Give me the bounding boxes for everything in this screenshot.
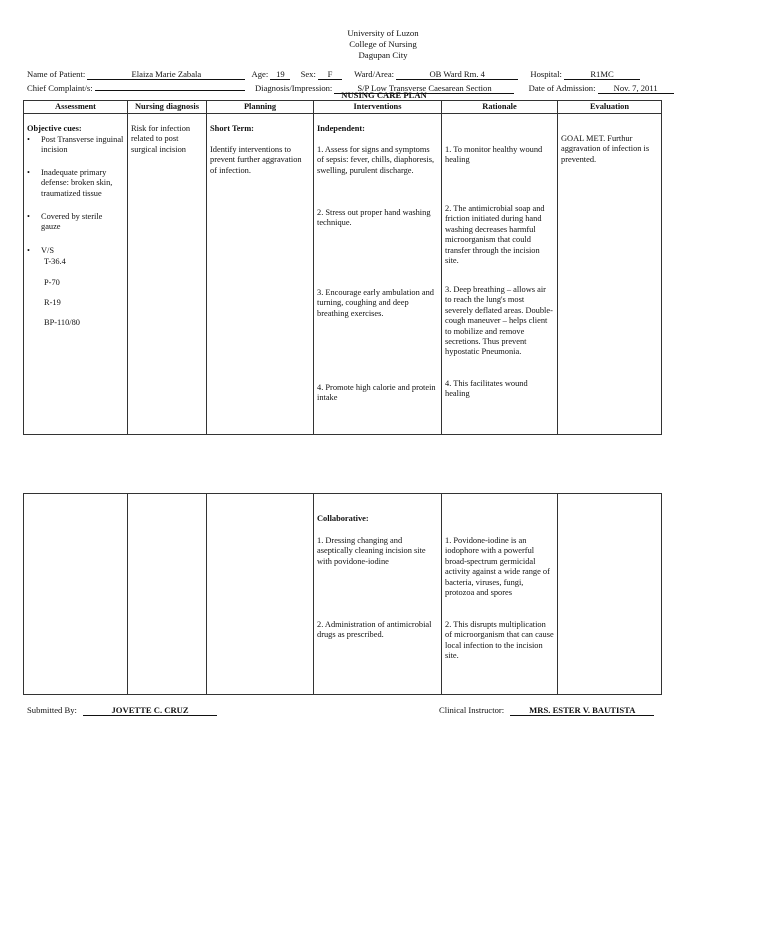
- university-name: University of Luzon: [347, 28, 419, 38]
- patient-info-row-1: [27, 69, 640, 80]
- rationale-item: 1. Povidone-iodine is an iodophore with a powerful broad-spectrum germicidal activity against a wide range of bacteria, viruses, fungi, protozoa and spores: [445, 536, 550, 598]
- admission-value: Nov. 7, 2011: [598, 83, 674, 94]
- college-name: College of Nursing: [349, 39, 417, 49]
- complaint-label: Chief Complaint/s:: [27, 83, 93, 93]
- care-plan-title: NUSING CARE PLAN: [341, 90, 427, 100]
- cue-item: Post Transverse inguinal incision: [41, 135, 124, 155]
- planning-cell: [207, 114, 314, 435]
- objective-cues-heading: Objective cues:: [27, 124, 82, 133]
- short-term-heading: Short Term:: [210, 124, 254, 133]
- nursing-diagnosis-text: Risk for infection related to post surgical incision: [131, 124, 191, 154]
- admission-label: Date of Admission:: [528, 83, 596, 93]
- hospital-value: R1MC: [564, 69, 640, 80]
- submitted-by-label: Submitted By:: [27, 705, 77, 715]
- clinical-instructor: [439, 705, 654, 716]
- col-planning: Planning: [207, 101, 314, 114]
- bullet-icon: •: [27, 135, 30, 144]
- rationale-item: 2. This disrupts multiplication of microorganism that can cause local infection to the incision site.: [445, 620, 554, 661]
- cue-item: Inadequate primary defense: broken skin, traumatized tissue: [41, 168, 113, 198]
- patient-name-value: Elaiza Marie Zabala: [87, 69, 245, 80]
- intervention-item: 3. Encourage early ambulation and turning, coughing and deep breathing exercises.: [317, 288, 434, 318]
- intervention-item: 2. Administration of antimicrobial drugs as prescribed.: [317, 620, 432, 640]
- evaluation-cell: [558, 494, 662, 695]
- hospital-label: Hospital:: [530, 69, 562, 79]
- bullet-icon: •: [27, 246, 30, 255]
- age-value: 19: [270, 69, 290, 80]
- bullet-icon: •: [27, 168, 30, 177]
- rationale-cell: [442, 494, 558, 695]
- col-nursing-diagnosis: Nursing diagnosis: [128, 101, 207, 114]
- independent-heading: Independent:: [317, 124, 365, 133]
- table-header-row: [24, 101, 662, 114]
- intervention-item: 2. Stress out proper hand washing technique.: [317, 208, 431, 228]
- col-interventions: Interventions: [314, 101, 442, 114]
- planning-text: Identify interventions to prevent further aggravation of infection.: [210, 145, 302, 175]
- table-row: [24, 494, 662, 695]
- col-rationale: Rationale: [442, 101, 558, 114]
- city-name: Dagupan City: [358, 50, 408, 60]
- table-row: [24, 114, 662, 435]
- col-assessment: Assessment: [24, 101, 128, 114]
- planning-cell: [207, 494, 314, 695]
- nursing-diagnosis-cell: [128, 114, 207, 435]
- intervention-item: 4. Promote high calorie and protein intake: [317, 383, 436, 403]
- rationale-item: 3. Deep breathing – allows air to reach the lung's most severely deflated areas. Double-cough maneuver – helps client to mobilize and remove secretions. Thus prevent hypostatic Pneumonia.: [445, 285, 553, 357]
- vital-respiration: R-19: [44, 298, 61, 307]
- care-plan-table: [23, 100, 662, 435]
- cue-item: Covered by sterile gauze: [41, 212, 103, 232]
- diagnosis-value: S/P Low Transverse Caesarean Section: [334, 83, 514, 94]
- evaluation-text: GOAL MET. Furthur aggravation of infection is prevented.: [561, 134, 650, 164]
- assessment-cell: [24, 494, 128, 695]
- intervention-item: 1. Assess for signs and symptoms of sepsis: fever, chills, diaphoresis, swelling, purulent discharge.: [317, 145, 435, 175]
- assessment-cell: [24, 114, 128, 435]
- rationale-cell: [442, 114, 558, 435]
- rationale-item: 2. The antimicrobial soap and friction initiated during hand washing decreases harmful microorganism that could transfer through the incision site.: [445, 204, 545, 266]
- bullet-icon: •: [27, 212, 30, 221]
- patient-name-label: Name of Patient:: [27, 69, 86, 79]
- clinical-instructor-name: MRS. ESTER V. BAUTISTA: [510, 705, 654, 716]
- care-plan-table-continued: [23, 493, 662, 695]
- nursing-diagnosis-cell: [128, 494, 207, 695]
- clinical-instructor-label: Clinical Instructor:: [439, 705, 505, 715]
- submitted-by: [27, 705, 217, 716]
- vital-pulse: P-70: [44, 278, 60, 287]
- rationale-item: 1. To monitor healthy wound healing: [445, 145, 543, 165]
- interventions-cell: [314, 494, 442, 695]
- rationale-item: 4. This facilitates wound healing: [445, 379, 528, 399]
- ward-value: OB Ward Rm. 4: [396, 69, 518, 80]
- ward-label: Ward/Area:: [354, 69, 395, 79]
- sex-value: F: [318, 69, 342, 80]
- vital-blood-pressure: BP-110/80: [44, 318, 80, 327]
- evaluation-cell: [558, 114, 662, 435]
- col-evaluation: Evaluation: [558, 101, 662, 114]
- intervention-item: 1. Dressing changing and aseptically cleaning incision site with povidone-iodine: [317, 536, 426, 566]
- interventions-cell: [314, 114, 442, 435]
- diagnosis-label: Diagnosis/Impression:: [254, 83, 333, 93]
- age-label: Age:: [251, 69, 269, 79]
- collaborative-heading: Collaborative:: [317, 514, 369, 523]
- vital-temperature: T-36.4: [44, 257, 66, 266]
- sex-label: Sex:: [300, 69, 316, 79]
- cue-item: V/S: [41, 246, 55, 255]
- submitted-by-name: JOVETTE C. CRUZ: [83, 705, 217, 716]
